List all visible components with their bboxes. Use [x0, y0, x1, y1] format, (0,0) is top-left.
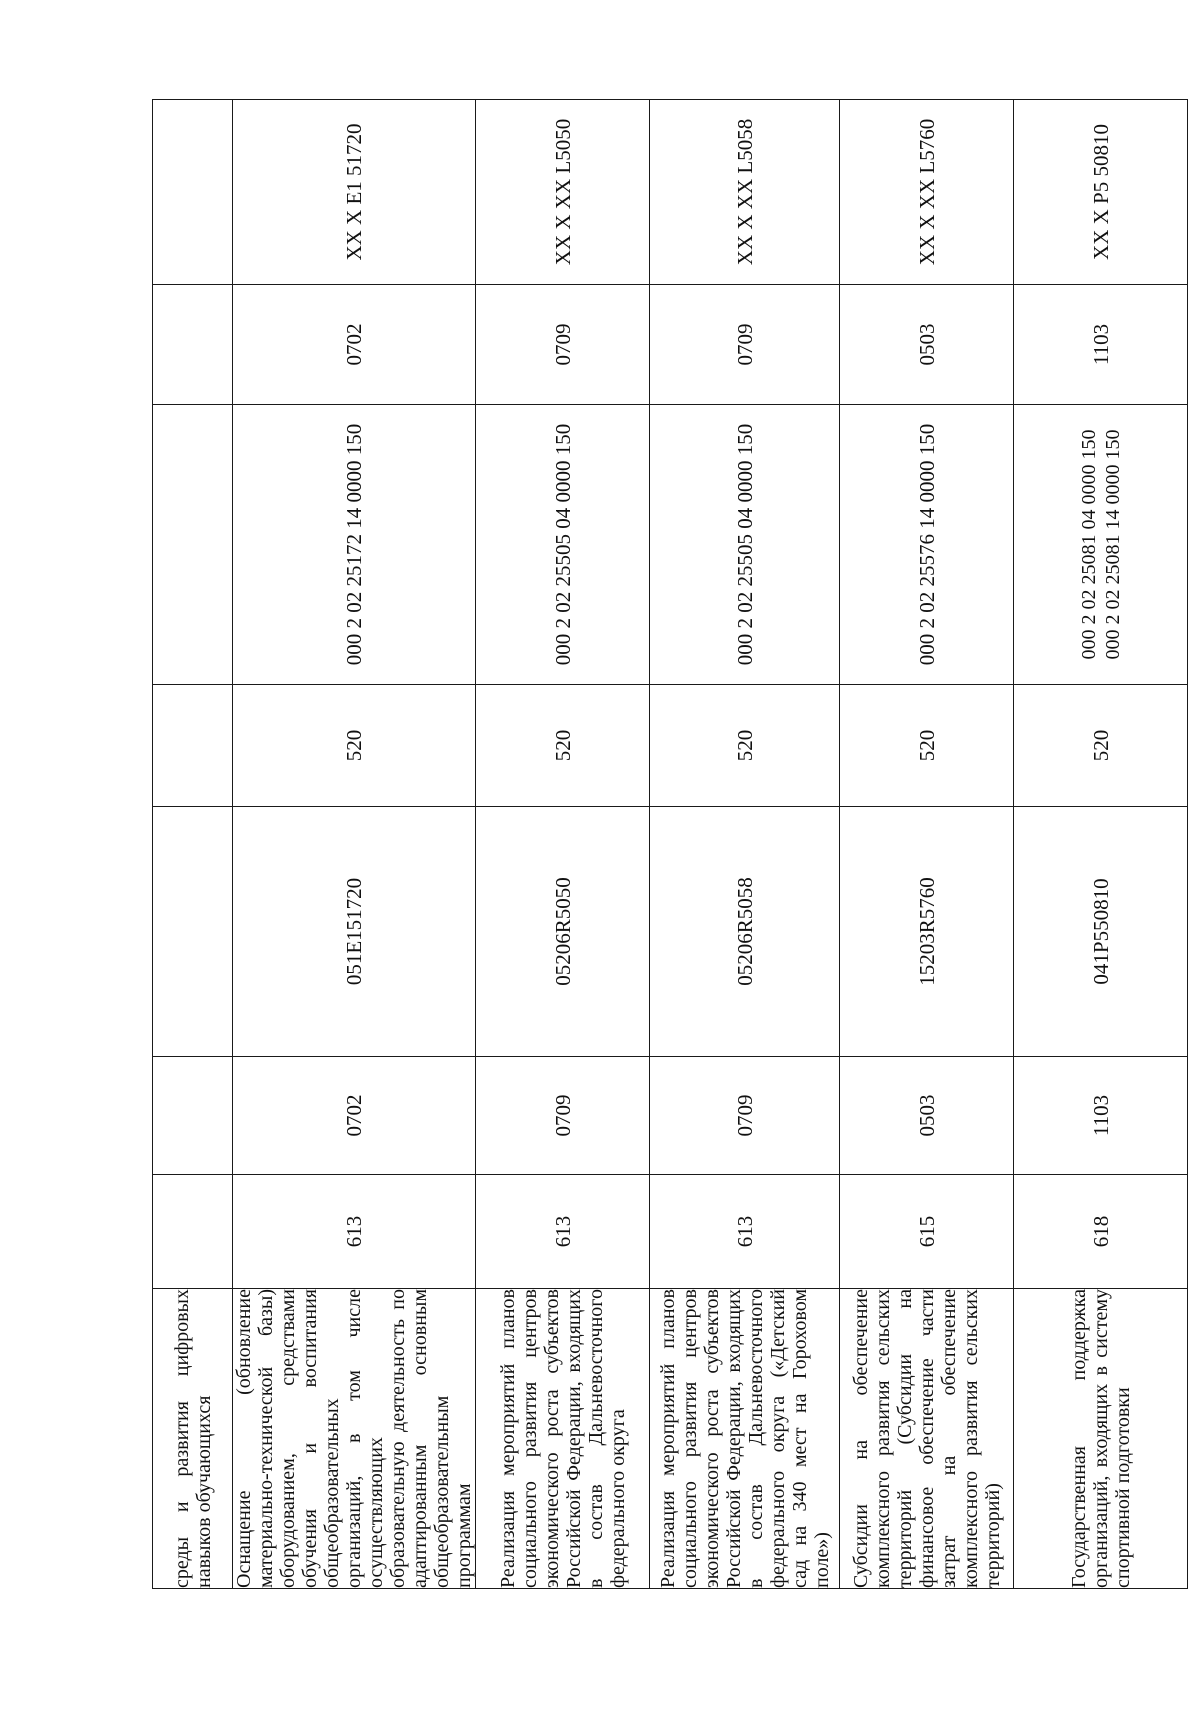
- recipient-section-cell: 0503: [840, 285, 1014, 405]
- table-row: [840, 100, 1014, 1589]
- recipient-target-cell: XX X XX L5050: [476, 100, 650, 285]
- section-cell: 0709: [476, 1057, 650, 1175]
- section-cell: 0709: [650, 1057, 840, 1175]
- expense-type-cell: 520: [233, 685, 476, 807]
- revenue-code-line: 000 2 02 25081 14 0000 150: [1101, 429, 1124, 660]
- table-row: [650, 100, 840, 1589]
- row-name: Оснащение (обновление материально-технической базы) оборудованием, средствами обучения и воспитания общеобразовательных организаций, в том числе осуществляющих образовательную деятельность по адаптированным основным общеобразовательным программам: [233, 1289, 475, 1588]
- row-name: среды и развития цифровых навыков обучающихся: [153, 1289, 233, 1589]
- table-row: [476, 100, 650, 1589]
- revenue-code-cell: 000 2 02 25576 14 0000 150: [840, 405, 1014, 685]
- recipient-section-cell: 1103: [1014, 285, 1188, 405]
- budget-codes-table: [152, 99, 1188, 1589]
- revenue-code-cell: [1014, 405, 1188, 685]
- kvsr-cell: 613: [233, 1175, 476, 1289]
- recipient-section-cell: 0709: [476, 285, 650, 405]
- recipient-section-cell: 0709: [650, 285, 840, 405]
- expense-type-cell: [153, 685, 233, 807]
- recipient-section-cell: [153, 285, 233, 405]
- expense-type-cell: 520: [476, 685, 650, 807]
- section-cell: [153, 1057, 233, 1175]
- recipient-target-cell: XX X XX L5058: [650, 100, 840, 285]
- kvsr-cell: 615: [840, 1175, 1014, 1289]
- recipient-target-cell: XX X XX L5760: [840, 100, 1014, 285]
- target-article-cell: 041P550810: [1014, 807, 1188, 1057]
- revenue-code-line: 000 2 02 25081 04 0000 150: [1077, 429, 1100, 660]
- table-row: [153, 100, 233, 1589]
- recipient-target-cell: [153, 100, 233, 285]
- expense-type-cell: 520: [840, 685, 1014, 807]
- kvsr-cell: 618: [1014, 1175, 1188, 1289]
- section-cell: 1103: [1014, 1057, 1188, 1175]
- target-article-cell: 051E151720: [233, 807, 476, 1057]
- revenue-code-cell: [153, 405, 233, 685]
- recipient-section-cell: 0702: [233, 285, 476, 405]
- rotated-page: [152, 100, 1156, 1589]
- revenue-code-cell: 000 2 02 25505 04 0000 150: [650, 405, 840, 685]
- row-name: Субсидии на обеспечение комплексного развития сельских территорий (Субсидии на финансовое обеспечение части затрат на обеспечение комплексного развития сельских территорий): [840, 1289, 1014, 1589]
- expense-type-cell: 520: [650, 685, 840, 807]
- target-article-cell: 05206R5058: [650, 807, 840, 1057]
- expense-type-cell: 520: [1014, 685, 1188, 807]
- row-name: Реализация мероприятий планов социального развития центров экономического роста субъектов Российской Федерации, входящих в состав Дальневосточного федерального округа («Детский сад на 340 мест на Гороховом поле»): [650, 1289, 840, 1589]
- kvsr-cell: 613: [650, 1175, 840, 1289]
- section-cell: 0503: [840, 1057, 1014, 1175]
- kvsr-cell: 613: [476, 1175, 650, 1289]
- section-cell: 0702: [233, 1057, 476, 1175]
- table-row: [1014, 100, 1188, 1589]
- row-name: Государственная поддержка организаций, входящих в систему спортивной подготовки: [1014, 1289, 1188, 1589]
- target-article-cell: 15203R5760: [840, 807, 1014, 1057]
- kvsr-cell: [153, 1175, 233, 1289]
- recipient-target-cell: XX X E1 51720: [233, 100, 476, 285]
- revenue-code-cell: 000 2 02 25505 04 0000 150: [476, 405, 650, 685]
- table-row: [233, 100, 476, 1589]
- revenue-code-cell: 000 2 02 25172 14 0000 150: [233, 405, 476, 685]
- row-name: Реализация мероприятий планов социального развития центров экономического роста субъектов Российской Федерации, входящих в состав Дальневосточного федерального округа: [476, 1289, 650, 1589]
- recipient-target-cell: XX X P5 50810: [1014, 100, 1188, 285]
- target-article-cell: 05206R5050: [476, 807, 650, 1057]
- target-article-cell: [153, 807, 233, 1057]
